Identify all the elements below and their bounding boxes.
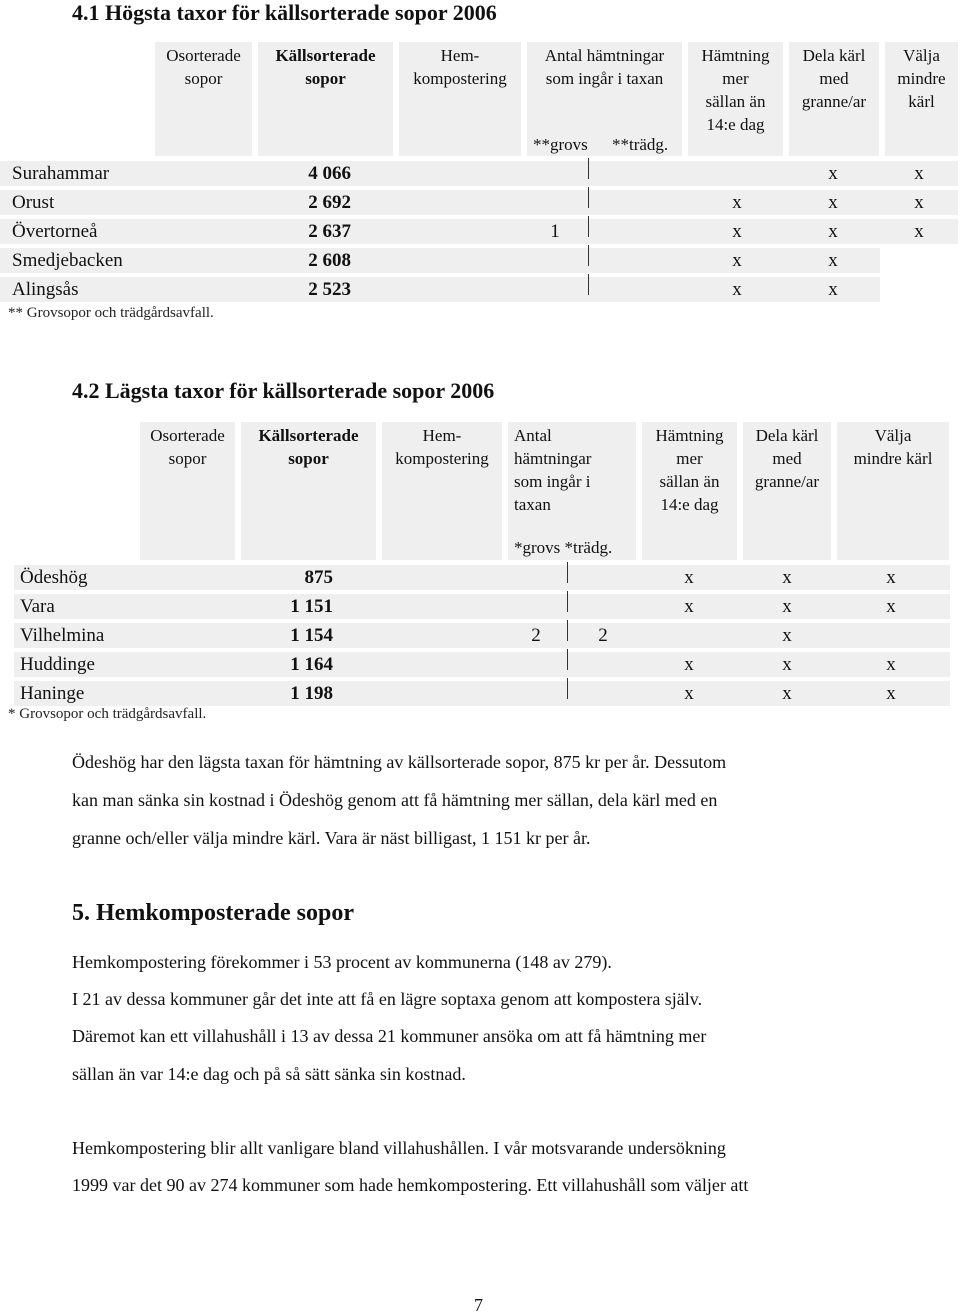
row-name: Övertorneå bbox=[12, 221, 98, 242]
row-tradg: 2 bbox=[598, 625, 608, 646]
row-dela: x bbox=[828, 163, 838, 184]
row-value: 1 164 bbox=[290, 654, 333, 675]
row-name: Ödeshög bbox=[20, 567, 88, 588]
header-hemkompostering: Hem- kompostering bbox=[413, 46, 507, 88]
paragraph-line: kan man sänka sin kostnad i Ödeshög genom att få hämtning mer sällan, dela kärl med en bbox=[72, 790, 718, 810]
row-grovs: 1 bbox=[550, 221, 560, 242]
row-name: Smedjebacken bbox=[12, 250, 123, 271]
row-valja: x bbox=[886, 567, 896, 588]
row-dela: x bbox=[782, 625, 792, 646]
row-value: 4 066 bbox=[308, 163, 351, 184]
row-hamtning: x bbox=[732, 250, 742, 271]
header-hamtning: Hämtning mer sällan än 14:e dag bbox=[701, 46, 770, 134]
row-name: Surahammar bbox=[12, 163, 110, 184]
row-dela: x bbox=[828, 279, 838, 300]
row-dela: x bbox=[828, 221, 838, 242]
row-hamtning: x bbox=[732, 279, 742, 300]
row-value: 2 608 bbox=[308, 250, 351, 271]
row-dela: x bbox=[828, 250, 838, 271]
row-hamtning: x bbox=[732, 192, 742, 213]
row-valja: x bbox=[914, 192, 924, 213]
header-dela-karl: Dela kärl med granne/ar bbox=[801, 46, 867, 111]
footnote: * Grovsopor och trädgårdsavfall. bbox=[8, 706, 207, 722]
header-hemkompostering: Hem- kompostering bbox=[395, 426, 489, 468]
row-grovs: 2 bbox=[531, 625, 541, 646]
header-antal-hamtningar: Antal hämtningar som ingår i taxan bbox=[544, 46, 665, 88]
header-sub-tradg: **trädg. bbox=[612, 135, 669, 154]
header-hamtning: Hämtning mer sällan än 14:e dag bbox=[655, 426, 724, 514]
header-dela-karl: Dela kärl med granne/ar bbox=[754, 426, 820, 491]
row-value: 2 637 bbox=[308, 221, 351, 242]
row-value: 1 151 bbox=[290, 596, 333, 617]
header-sub-grovs-tradg: *grovs *trädg. bbox=[514, 538, 613, 557]
row-valja: x bbox=[914, 163, 924, 184]
row-name: Huddinge bbox=[20, 654, 95, 675]
row-hamtning: x bbox=[732, 221, 742, 242]
header-kallsorterade: Källsorterade sopor bbox=[275, 46, 376, 88]
paragraph-line: Hemkompostering förekommer i 53 procent av kommunerna (148 av 279). bbox=[72, 952, 612, 972]
header-sub-grovs: **grovs bbox=[533, 135, 588, 154]
row-name: Haninge bbox=[20, 683, 85, 704]
header-antal-hamtningar: Antal hämtningar som ingår i taxan bbox=[514, 426, 592, 514]
paragraph-line: Däremot kan ett villahushåll i 13 av dessa 21 kommuner ansöka om att få hämtning mer bbox=[72, 1026, 707, 1046]
paragraph-line: Hemkompostering blir allt vanligare bland villahushållen. I vår motsvarande undersökning bbox=[72, 1138, 726, 1158]
header-osorterade: Osorterade sopor bbox=[166, 46, 241, 88]
paragraph-line: granne och/eller välja mindre kärl. Vara är näst billigast, 1 151 kr per år. bbox=[72, 828, 591, 848]
paragraph-line: Ödeshög har den lägsta taxan för hämtning av källsorterade sopor, 875 kr per år. Dessutom bbox=[72, 752, 727, 772]
header-osorterade: Osorterade sopor bbox=[150, 426, 225, 468]
page-number: 7 bbox=[474, 1295, 483, 1315]
row-dela: x bbox=[782, 596, 792, 617]
row-valja: x bbox=[886, 596, 896, 617]
row-value: 2 523 bbox=[308, 279, 351, 300]
footnote: ** Grovsopor och trädgårdsavfall. bbox=[8, 305, 214, 321]
paragraph-line: 1999 var det 90 av 274 kommuner som hade hemkompostering. Ett villahushåll som väljer att bbox=[72, 1175, 749, 1195]
header-valja: Välja mindre kärl bbox=[897, 46, 946, 111]
row-name: Alingsås bbox=[12, 279, 79, 300]
row-dela: x bbox=[782, 567, 792, 588]
section-4-1-title: 4.1 Högsta taxor för källsorterade sopor 2006 bbox=[72, 0, 497, 25]
paragraph-line: I 21 av dessa kommuner går det inte att få en lägre soptaxa genom att kompostera själv. bbox=[72, 989, 703, 1009]
row-hamtning: x bbox=[684, 567, 694, 588]
row-valja: x bbox=[914, 221, 924, 242]
row-value: 1 198 bbox=[290, 683, 333, 704]
header-valja: Välja mindre kärl bbox=[853, 426, 933, 468]
row-value: 1 154 bbox=[290, 625, 333, 646]
row-hamtning: x bbox=[684, 596, 694, 617]
row-dela: x bbox=[828, 192, 838, 213]
row-valja: x bbox=[886, 683, 896, 704]
section-5-title: 5. Hemkomposterade sopor bbox=[72, 900, 354, 926]
row-value: 2 692 bbox=[308, 192, 351, 213]
row-name: Vara bbox=[20, 596, 55, 617]
row-dela: x bbox=[782, 683, 792, 704]
section-4-2-title: 4.2 Lägsta taxor för källsorterade sopor 2006 bbox=[72, 378, 495, 403]
row-name: Vilhelmina bbox=[20, 625, 105, 646]
paragraph-line: sällan än var 14:e dag och på så sätt sänka sin kostnad. bbox=[72, 1064, 466, 1084]
row-value: 875 bbox=[304, 567, 333, 588]
row-name: Orust bbox=[12, 192, 55, 213]
row-hamtning: x bbox=[684, 654, 694, 675]
row-hamtning: x bbox=[684, 683, 694, 704]
header-kallsorterade: Källsorterade sopor bbox=[258, 426, 359, 468]
row-dela: x bbox=[782, 654, 792, 675]
row-valja: x bbox=[886, 654, 896, 675]
